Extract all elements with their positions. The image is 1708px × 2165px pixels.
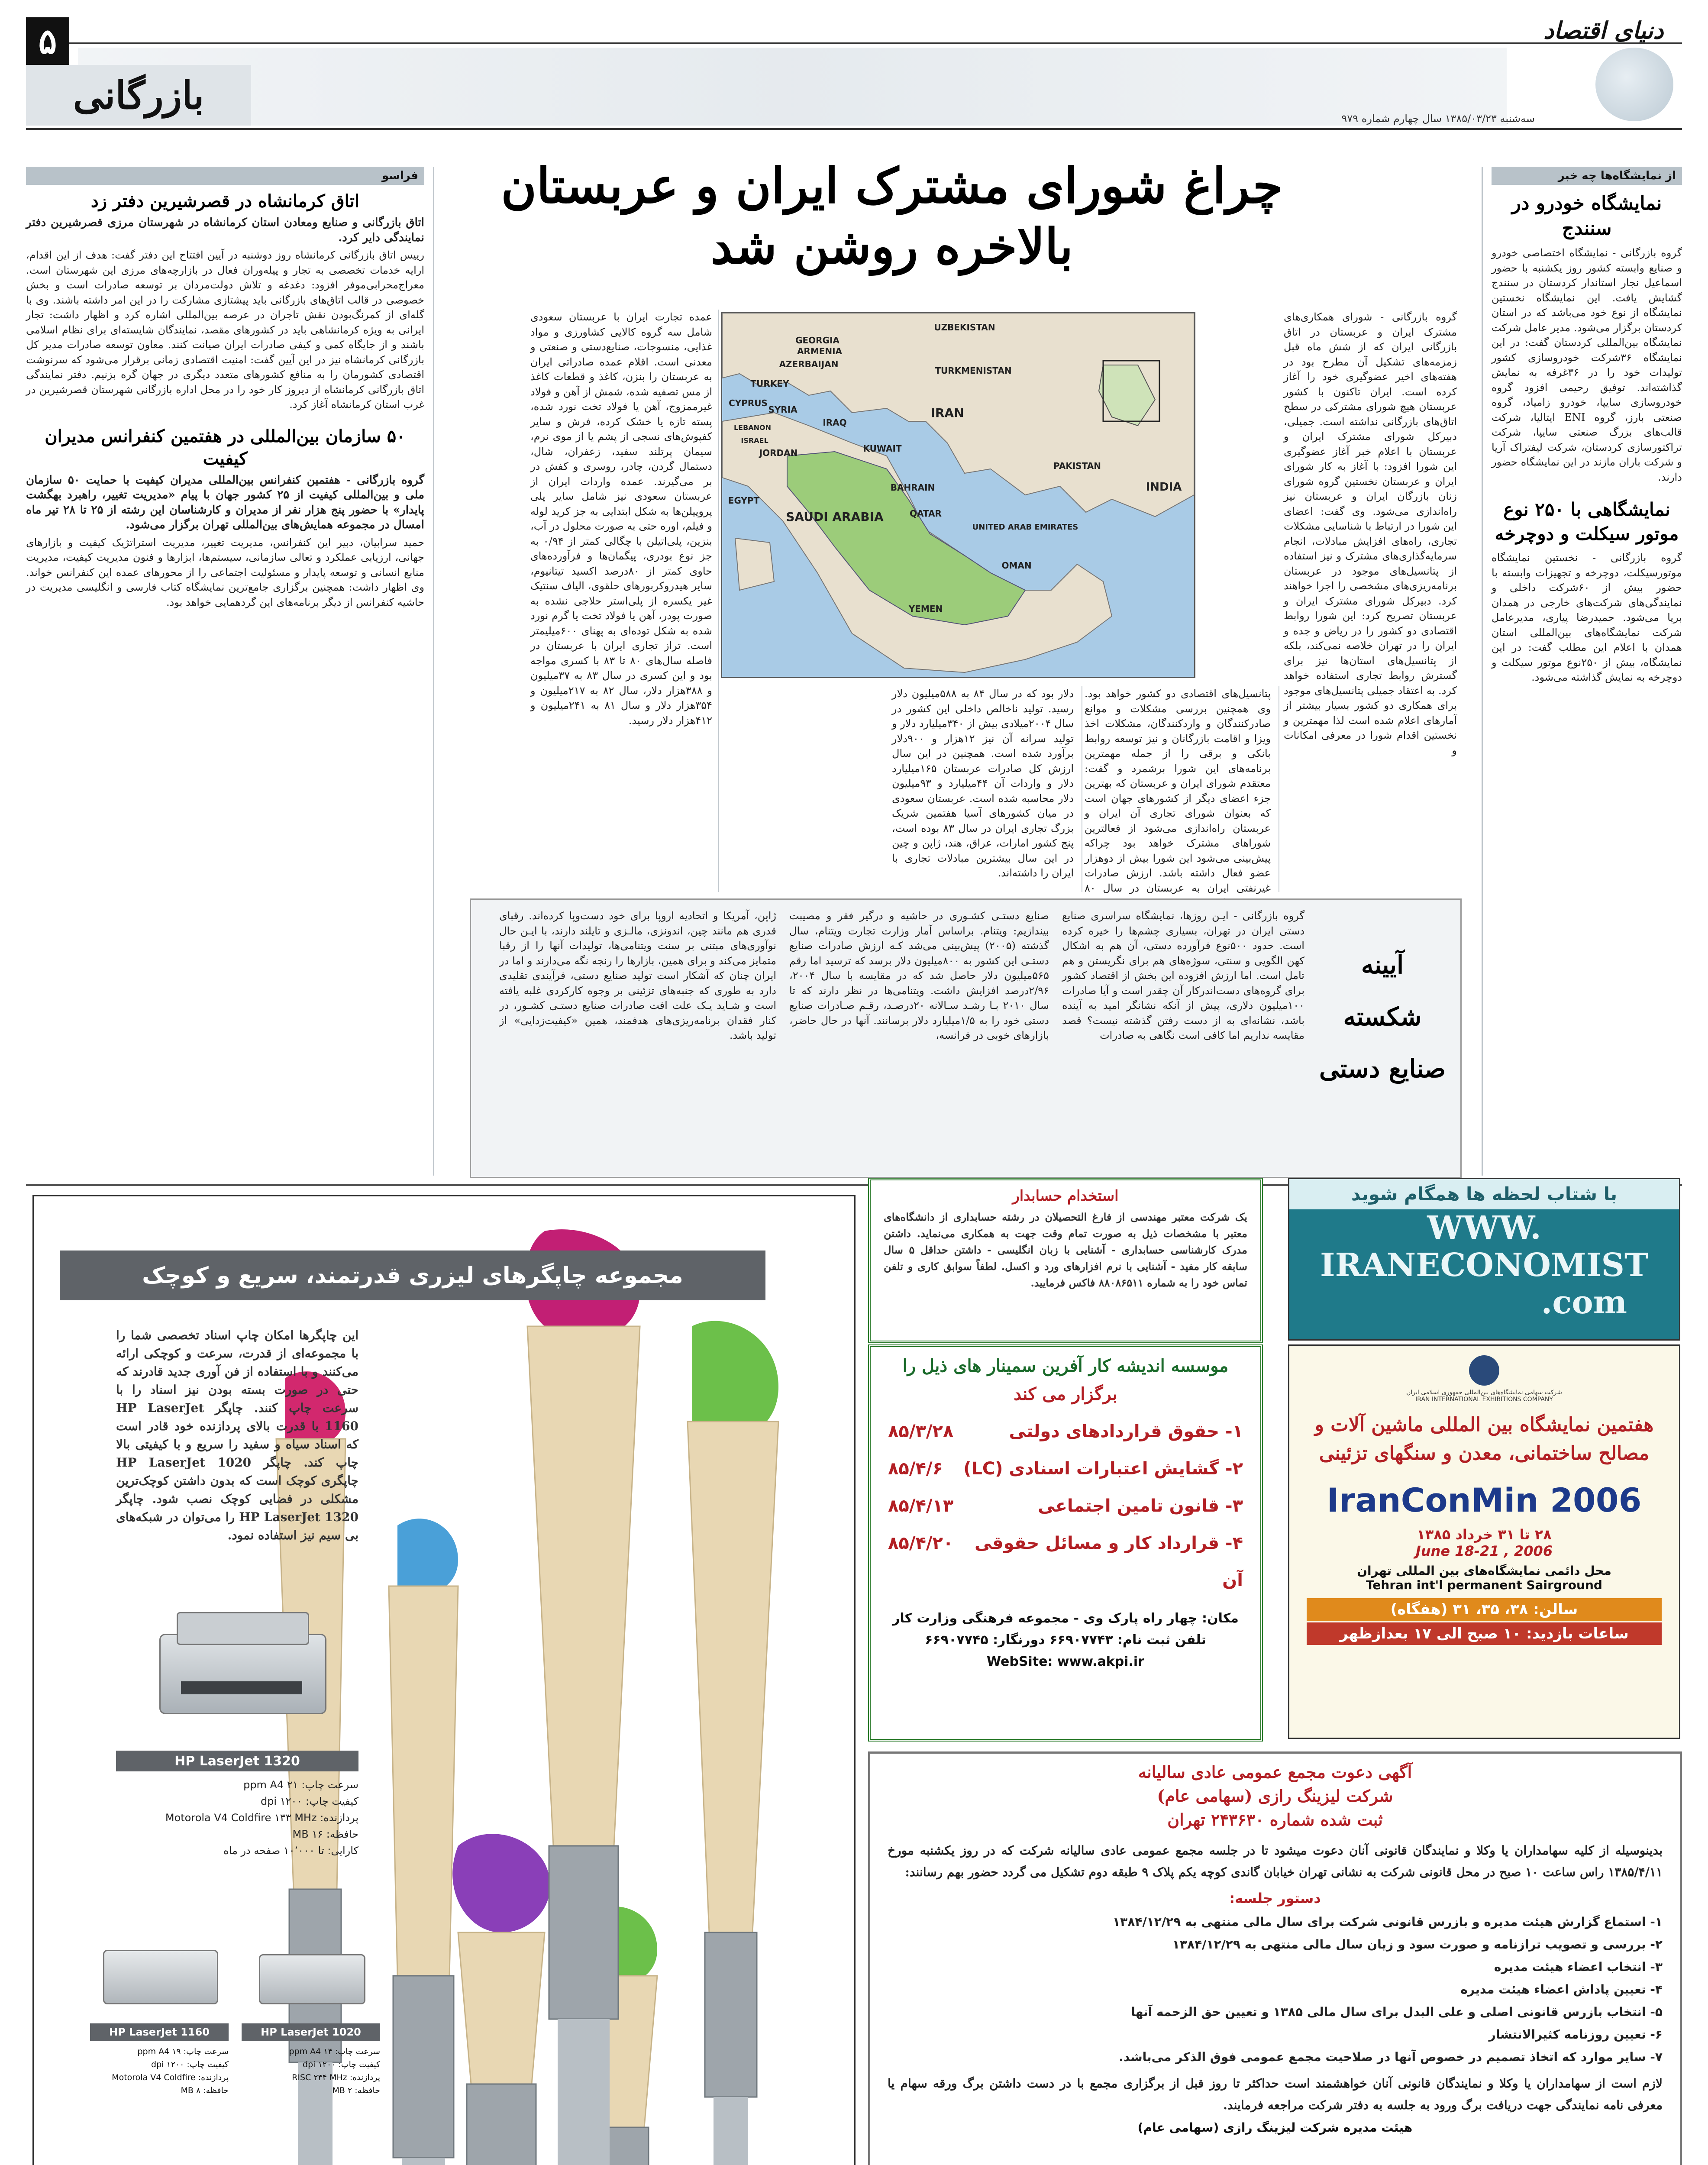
spec-line: حافظه: ۲ MB bbox=[332, 2086, 380, 2095]
seminars-ad bbox=[868, 1344, 1263, 1742]
spec-line: کیفیت چاپ: ۱۲۰۰ dpi bbox=[260, 1795, 358, 1807]
jobs-ad-body: یک شرکت معتبر مهندسی از فارغ التحصیلان در رشته حسابداری از دانشگاه‌های معتبر با مشخصات ذیل به صورت تمام وقت جهت به همکاری می‌نماید. داشتن مدرک کارشناسی حسابداری - آشنایی با زبان انگلیسی - داشتن حداقل ۵ سال سابقه کار مفید - آشنایی با نرم افزارهای ورد و اکسل. لطفاً سوابق کاری و تلفن تماس خود را به شماره ۸۸۰۸۶۵۱۱ فاکس فرمایید. bbox=[884, 1211, 1247, 1289]
column-divider bbox=[433, 167, 434, 1176]
printer-model-b: HP LaserJet 1020 bbox=[242, 2023, 380, 2041]
handicrafts-col-3: ژاپن، آمریکا و اتحادیه اروپا برای خود دست‌وپا کرده‌اند. رقبای قدری هم مانند چین، اندونزی، مالـزی و تایلند دارند، با ایـن حال نوآوری‌های مبتنی بر سنت ویتنامی‌ها، تولیدات آنها را از رقبا متمایز می‌کند و برای همین، بازارها را رنجه نگه می‌دارند و اما در ایران چنان که آشکار است تولید صنایع دستی، فرآیندی تقلیدی دارد به طوری که جنبه‌های تزئینی بر وجوه کارکردی غلبه یافته است و شـاید یـک علت افت صادرات صنایع دستـی کشـور، در کنار فقدان برنامه‌ریزی‌های هدفمند، همین «کیفیت‌زدایی» از تولید باشد. bbox=[499, 910, 776, 1041]
url-part: .com bbox=[1541, 1284, 1627, 1321]
middle-east-map bbox=[721, 312, 1195, 678]
iraneconomist-ad bbox=[1288, 1178, 1680, 1341]
section-title: بازرگانی bbox=[26, 65, 251, 126]
spec-line: سرعت چاپ: ۲۱ ppm A4 bbox=[243, 1779, 358, 1791]
map-label: BAHRAIN bbox=[890, 482, 935, 493]
printer-specs-b bbox=[242, 2045, 380, 2097]
handicrafts-col-2: صنایع دستـی کشـوری در حاشیه و درگیر فقر و مصیبت بیندازیم: ویتنام. براساس آمار وزارت تجارت ویتنام، سال گذشته (۲۰۰۵) پیش‌بینی می‌شد کـه ارزش صادرات صنایع دستـی این کشور به ۸۰۰میلیون دلار برسد که ترسید اما رقم ۵۶۵میلیون دلار حاصل شد که در مقایسه با سال ۲۰۰۴، ۲/۹۶درصد افزایش داشت. ویتنامی‌ها در نظر دارند که تا سال ۲۰۱۰ بـا رشـد سـالانه ۲۰درصـد، رقـم صـادرات صنایع دستی خود را به ۱/۵میلیارد دلار برسانند. آنها در حال حاضر، بازارهای خوبی در فرانسه، bbox=[789, 910, 1049, 1041]
agenda-item: ۲- بررسی و تصویب ترازنامه و صورت سود و زیان سال مالی منتهی به ۱۳۸۴/۱۲/۲۹ bbox=[1172, 1937, 1663, 1952]
map-label: KUWAIT bbox=[863, 443, 902, 454]
printer-image-main bbox=[116, 1586, 358, 1751]
story-title: نمایشگاهی با ۲۵۰ نوع موتور سیکلت و دوچرخه bbox=[1495, 499, 1679, 544]
seminar-title: ۱- حقوق قراردادهای دولتی bbox=[1009, 1422, 1243, 1441]
map-label: ISRAEL bbox=[741, 436, 768, 445]
map-label: SAUDI ARABIA bbox=[786, 510, 884, 524]
spec-line: حافظه: ۱۶ MB bbox=[292, 1828, 358, 1840]
main-story-col-4: عمده تجارت ایران با عربستان سعودی شامل سه گروه کالایی کشاورزی و مواد غذایی، منسوجات، صنایع‌دستی و صنعتی و معدنی است. اقلام عمده صادراتی ایران به عربستان را بنزن، کاغذ و قطعات کاغذ از مس تصفیه شده، شمش از آهن و فولاد غیرممزوج، آهن یا فولاد تخت نورد شده، پسته تازه یا خشک کرده، فرش و سایر کفپوش‌های نسجی از پشم یا از موی نرم، سیمان پرتلند سفید، زعفران، شال، دستمال گردن، چادر، روسری و کفش در بر می‌گیرند. عمده واردات ایران از عربستان سعودی نیز شامل سایر پلی پروپیلن‌ها به شکل ابتدایی به جز کرید لوله و فیلم، اوره حتی به صورت محلول در آب، بنزین، پلی‌اتیلن با چگالی کمتر از ۰/۹۴ به جز نوع بودری، پیگمان‌ها و فرآورده‌های حاوی کمتر از ۸۰درصد اکسید تیتانیوم، سایر هیدروکربورهای حلقوی، الیاف سنتیک غیر یکسره از پلی‌استر حلاجی نشده به صورت پودر، آهن یا فولاد تخت یا گرم نورد شده به شکل توده‌ای به پهنای ۶۰۰میلیمتر است. تراز تجاری ایران با عربستان در فاصله سال‌های ۸۰ تا ۸۳ با کسری مواجه بود و این کسری در سال ۸۳ به ۳۷میلیون و ۳۸۸هزار دلار، سال ۸۲ به ۲۱۷میلیون و ۳۵۴هزار دلار و سال ۸۱ به ۲۴۱میلیون و ۴۱۲هزار دلار رسید. bbox=[530, 311, 713, 727]
printer-image-b bbox=[242, 1924, 380, 2019]
printer-image-a bbox=[90, 1924, 229, 2019]
story-title: نمایشگاه خودرو در سنندج bbox=[1511, 192, 1662, 239]
seminar-title: ۴- قرارداد کار و مسائل حقوقی آن bbox=[975, 1533, 1243, 1590]
handicrafts-box bbox=[470, 898, 1462, 1178]
seminar-date: ۸۵/۳/۲۸ bbox=[888, 1422, 954, 1441]
leasing-footer: لازم است از سهامداران یا وکلا و نمایندگان قانونی آنان خواهشمند است حداکثر تا روز قبل از برگزاری مجمع با در دست داشتن برگ ورقه سهام یا معرفی نامه نمایندگی جهت دریافت برگ ورود به جلسه به دفتر شرکت مراجعه فرمایند. bbox=[888, 2076, 1663, 2112]
spec-line: پردازنده: Motorola V4 Coldfire bbox=[112, 2073, 229, 2082]
page-number: ۵ bbox=[26, 17, 69, 65]
map-label: UNITED ARAB EMIRATES bbox=[972, 523, 1078, 532]
map-label: GEORGIA bbox=[795, 335, 839, 346]
url-part: IRANECONOMIST bbox=[1320, 1247, 1649, 1284]
exhibition-logo-icon bbox=[1469, 1355, 1499, 1386]
map-label: EGYPT bbox=[728, 495, 760, 506]
map-label: INDIA bbox=[1146, 481, 1182, 494]
map-label: QATAR bbox=[910, 508, 942, 519]
publication-logo: دنیای اقتصاد bbox=[1543, 16, 1664, 44]
jobs-ad-title: استخدام حسابدار bbox=[1012, 1187, 1119, 1205]
irancon-dates-en: June 18-21 , 2006 bbox=[1415, 1543, 1553, 1559]
agenda-item: ۱- استماع گزارش هیئت مدیره و بازرس قانونی شرکت برای سال مالی منتهی به ۱۳۸۴/۱۲/۲۹ bbox=[1113, 1915, 1663, 1929]
irancon-halls: سالن: ۳۸، ۳۵، ۳۱ (هفگاه) bbox=[1307, 1598, 1662, 1621]
map-label: CYPRUS bbox=[729, 398, 768, 408]
seminar-title: ۲- گشایش اعتبارات اسنادی (LC) bbox=[963, 1459, 1243, 1479]
story-body: گروه بازرگانی - نخستین نمایشگاه موتورسیکلت، دوچرخه و تجهیزات وابسته با حضور بیش از ۶۰شرکت داخلی و نمایندگی‌های شرکت‌های خارجی در همدان برپا می‌شود. حمیدرضا پیاری، مدیرعامل شرکت نمایشگاه‌های بین‌المللی استان همدان با اعلام این مطلب گفت: در این نمایشگاه، بیش از ۲۵۰نوع موتور سیکلت و دوچرخه به نمایش گذاشته می‌شود. bbox=[1492, 552, 1682, 683]
header-rule bbox=[26, 17, 1682, 44]
leasing-title-2: شرکت لیزینگ رازی (سهامی عام) bbox=[1157, 1786, 1393, 1806]
main-story-col-3: دلار بود که در سال ۸۴ به ۵۸۸میلیون دلار رسید. تولید ناخالص داخلی این کشور در سال ۲۰۰۴میلادی بیش از ۳۴۰میلیارد دلار و تولید سرانه آن نیز ۱۲هزار و ۹۰۰دلار برآورد شده است. همچنین در این سال ارزش کل صادرات عربستان ۱۶۵میلیارد دلار و واردات آن ۴۴میلیارد و ۹۳میلیون دلار محاسبه شده است. عربستان سعودی در میان کشورهای آسیا هفتمین شریک بزرگ تجاری ایران در سال ۸۳ بوده است، پنج کشور امارات، عراق، هند، ژاپن و چین در این سال بیشترین مبادلات تجاری با ایران را داشته‌اند. bbox=[892, 688, 1074, 879]
story-subtitle: اتاق بازرگانی و صنایع ومعادن استان کرمانشاه در شهرستان مرزی قصرشیرین دفتر نمایندگی دایر کرد. bbox=[26, 216, 424, 244]
spec-line: سرعت چاپ: ۱۴ ppm A4 bbox=[289, 2047, 380, 2056]
map-label: YEMEN bbox=[908, 604, 943, 614]
map-label: IRAQ bbox=[823, 417, 847, 428]
seminars-phones: تلفن ثبت نام: ۶۶۹۰۷۷۴۳ دورنگار: ۶۶۹۰۷۷۴۵ bbox=[925, 1632, 1206, 1648]
story-title: ۵۰ سازمان بین‌المللی در هفتمین کنفرانس مدیران کیفیت bbox=[45, 426, 406, 469]
spec-line: حافظه: ۸ MB bbox=[181, 2086, 229, 2095]
handicrafts-title-line: صنایع دستی bbox=[1319, 1054, 1446, 1083]
printer-specs-a bbox=[90, 2045, 229, 2097]
irancon-org-logo bbox=[1289, 1355, 1679, 1403]
column-divider bbox=[718, 310, 719, 892]
printer-model-main: HP LaserJet 1320 bbox=[116, 1751, 358, 1771]
spec-line: پردازنده: Motorola V4 Coldfire ۱۳۳ MHz bbox=[165, 1812, 358, 1824]
spec-line: پردازنده: RISC ۲۳۴ MHz bbox=[292, 2073, 380, 2082]
left-column bbox=[26, 167, 424, 1176]
iraneconomist-tagline: با شتاب لحظه ها همگام شوید bbox=[1289, 1179, 1679, 1209]
right-column bbox=[1492, 167, 1682, 1176]
map-label: TURKMENISTAN bbox=[935, 365, 1012, 376]
spec-line: کیفیت چاپ: ۱۲۰۰ dpi bbox=[303, 2060, 380, 2069]
agenda-item: ۵- انتخاب بازرس قانونی اصلی و علی البدل برای سال مالی ۱۳۸۵ و تعیین حق الزحمه آنها bbox=[1131, 2005, 1663, 2019]
agenda-item: ۶- تعیین روزنامه کثیرالانتشار bbox=[1488, 2027, 1663, 2042]
headline-line-2: بالاخره روشن شد bbox=[710, 218, 1073, 275]
url-part: WWW. bbox=[1427, 1209, 1541, 1247]
irancon-brand: IranConMin 2006 bbox=[1327, 1481, 1642, 1519]
seminar-item bbox=[888, 1487, 1243, 1525]
map-label: TURKEY bbox=[750, 378, 789, 389]
jobs-ad bbox=[868, 1178, 1263, 1343]
hp-ad-banner: مجموعه چاپگرهای لیزری قدرتمند، سریع و کوچک bbox=[60, 1251, 765, 1300]
irancon-venue-fa: محل دائمی نمایشگاه‌های بین المللی تهران bbox=[1357, 1564, 1611, 1578]
dateline: سه‌شنبه ۱۳۸۵/۰۳/۲۳ سال چهارم شماره ۹۷۹ bbox=[1341, 113, 1535, 125]
irancon-title: هفتمین نمایشگاه بین المللی ماشین آلات و مصالح ساختمانی، معدن و سنگهای تزئینی bbox=[1314, 1414, 1654, 1464]
spec-line: کیفیت چاپ: ۱۲۰۰ dpi bbox=[151, 2060, 229, 2069]
main-story-col-1: گروه بازرگانی - شورای همکاری‌های مشترک ایران و عربستان در اتاق بازرگانی ایران که از شش ماه قبل زمزمه‌های تشکیل آن مطرح بود در هفته‌های اخیر عضوگیری خود را آغاز کرده است. ایران تاکنون با کشور عربستان هیچ شورای مشترکی در سطح اتاق‌های بازرگانی نداشته است. جمیلی، دبیرکل شورای مشترک ایران و عربستان با اعلام خبر آغاز عضوگیری این شورا افزود: با آغاز به کار شورای ایران و عربستان نخستین گروه شورای زنان بازرگان ایران و عربستان نیز راه‌اندازی می‌شود. وی گفت: اعضای این شورا در ارتباط با شناسایی مشکلات تجاری، راه‌های افزایش مبادلات، انجام سرمایه‌گذاری‌های مشترک و نیز استفاده از پتانسیل‌های موجود در عربستان برنامه‌ریزی‌های مشخصی را اجرا خواهند کرد. دبیرکل شورای مشترک ایران و عربستان تصریح کرد: این شورا روابط اقتصادی دو کشور را در ریاض و جده و ایران را در تهران خلاصه نمی‌کند، بلکه از پتانسیل‌های استان‌ها نیز برای گسترش روابط تجاری استفاده خواهد کرد. به اعتقاد جمیلی پتانسیل‌های موجود برای همکاری دو کشور بسیار بیشتر از آمارهای اعلام شده است لذا مهمترین و نخستین اقدام شورا در معرفی امکانات و bbox=[1284, 311, 1457, 756]
left-column-label: فراسو bbox=[26, 167, 424, 185]
spec-line: کارایی: تا ۱۰٬۰۰۰ صفحه در ماه bbox=[223, 1845, 358, 1857]
seminar-title: ۳- قانون تامین اجتماعی bbox=[1038, 1496, 1243, 1516]
seminar-date: ۸۵/۴/۲۰ bbox=[888, 1533, 954, 1553]
leasing-signature: هیئت مدیره شرکت لیزینگ رازی (سهامی عام) bbox=[1137, 2120, 1413, 2135]
handicrafts-title-line: شکسته bbox=[1343, 1002, 1422, 1031]
leasing-agenda bbox=[870, 1906, 1680, 2068]
hp-ad-body: این چاپگرها امکان چاپ اسناد تخصصی شما را با مجموعه‌ای از قدرت، سرعت و کوچکی ارائه می‌کنند و با استفاده از فن آوری جدید قادرند که حتی در صورت بسته بودن نیز اسناد را با سرعت چاپ کنند. چاپگر HP LaserJet 1160 با قدرت بالای پردازنده خود قادر است که اسناد سیاه و سفید را سریع و با کیفیتی بالا چاپ کند. چاپگر HP LaserJet 1020 چاپگری کوچک است که بدون داشتن کوچک‌ترین مشکلی در فضایی کوچک نصب شود. چاپگر HP LaserJet 1320 را می‌توان در شبکه‌های بی سیم نیز استفاده نمود. bbox=[116, 1328, 359, 1542]
headline-line-1: چراغ شورای مشترک ایران و عربستان bbox=[501, 158, 1283, 214]
spec-line: سرعت چاپ: ۱۹ ppm A4 bbox=[137, 2047, 229, 2056]
map-label: IRAN bbox=[930, 406, 964, 420]
map-label: JORDAN bbox=[759, 448, 798, 458]
seminar-date: ۸۵/۴/۶ bbox=[888, 1459, 943, 1479]
map-label: OMAN bbox=[1001, 560, 1032, 571]
leasing-notice-ad bbox=[868, 1751, 1682, 2165]
map-label: AZERBAIJAN bbox=[779, 359, 839, 369]
header-bottom-rule bbox=[26, 128, 1682, 130]
right-column-label: از نمایشگاه‌ها چه خبر bbox=[1492, 167, 1682, 185]
irancon-venue-en: Tehran int'l permanent Sairground bbox=[1366, 1578, 1602, 1592]
seminar-item bbox=[888, 1525, 1243, 1599]
agenda-item: ۴- تعیین پاداش اعضاء هیئت مدیره bbox=[1460, 1982, 1663, 1997]
iraneconomist-url[interactable] bbox=[1289, 1209, 1679, 1321]
story-title: اتاق کرمانشاه در قصرشیرین دفتر زد bbox=[90, 191, 360, 211]
map-label: SYRIA bbox=[768, 404, 797, 415]
seminar-date: ۸۵/۴/۱۳ bbox=[888, 1496, 954, 1516]
handicrafts-title-line: آیینه bbox=[1361, 950, 1404, 979]
leasing-title-1: آگهی دعوت مجمع عمومی عادی سالیانه bbox=[1138, 1762, 1412, 1782]
leasing-agenda-title: دستور جلسه: bbox=[1229, 1890, 1321, 1906]
column-divider bbox=[1482, 167, 1483, 1176]
story-subtitle: گروه بازرگانی - هفتمین کنفرانس بین‌المللی مدیران کیفیت با حمایت ۵۰ سازمان ملی و بین‌المللی کیفیت از ۲۵ کشور جهان با پیام «مدیریت تغییر، راهبرد بهگشت پایدار» با حضور پنج هزار نفر از مدیران و کارشناسان این رشته از ۲۵ تا ۲۸ تیر ماه امسال در مجموعه همایش‌های بین‌المللی تهران برگزار می‌شود. bbox=[26, 473, 424, 531]
irancon-org-en: IRAN INTERNATIONAL EXHIBITIONS COMPANY bbox=[1415, 1396, 1553, 1403]
seminars-ad-subtitle: برگزار می کند bbox=[1014, 1384, 1117, 1404]
leasing-intro: بدینوسیله از کلیه سهامداران یا وکلا و نمایندگان قانونی آنان دعوت میشود تا در جلسه مجمع عمومی عادی سالیانه شرکت که در روز یکشنبه مورخ ۱۳۸۵/۴/۱۱ راس ساعت ۱۰ صبح در محل قانونی شرکت به نشانی تهران خیابان گاندی کوچه یکم پلاک ۹ طبقه دوم تشکیل می گردد حضور بهم رسانند: bbox=[888, 1843, 1663, 1879]
map-label: LEBANON bbox=[733, 423, 772, 432]
irancon-hours: ساعات بازدید: ۱۰ صبح الی ۱۷ بعدازظهر bbox=[1307, 1622, 1662, 1645]
map-graphic bbox=[722, 313, 1194, 677]
handicrafts-title bbox=[1317, 939, 1447, 1095]
irancon-ad bbox=[1288, 1344, 1680, 1739]
story-body: رییس اتاق بازرگانی کرمانشاه روز دوشنبه در آیین افتتاح این دفتر گفت: هدف از این اقدام، ارایه خدمات تخصصی به تجار و پیله‌وران فعال در بازارچه‌های مرزی این شهرستان است. معراج‌محرابی‌موفر افزود: دغدغه و تلاش دولت‌مردان بر توسعه صادرات است و بخش خصوصی در قالب اتاق‌های بازرگانی باید پیشتازی مشارکت را در این امر داشته باشند. وی با گله‌ای از کمرنگ‌بودن نقش تاجران در عرصه بین‌المللی اشاره کرد و اظهار داشت: تجار ایرانی به ویژه کرمانشاهی باید در کشورهای مقصد، نمایندگان شایسته‌ای برای نظام اسلامی باشند و از جایگاه کمی و کیفی صادرات ایران صیانت کنند. معاون توسعه صادرات مدیر کل بازرگانی کرمانشاه نیز در این آیین گفت: امنیت اقتصادی زمانی برقرار می‌شود که سرنوشت اقتصادی کشورمان را به منافع کشورهای متعدد دیگری در جهان گره بزنیم. دفتر نمایندگی اتاق بازرگانی کرمانشاه از دیروز کار خود را در محل اداره بازرگانی شهرستان قصرشیرین در غرب استان کرمانشاه آغاز کرد. bbox=[26, 249, 425, 410]
seminar-item bbox=[888, 1450, 1243, 1487]
map-label: UZBEKISTAN bbox=[934, 322, 995, 333]
leasing-title-3: ثبت شده شماره ۲۴۳۶۳۰ تهران bbox=[1167, 1810, 1383, 1829]
map-label: ARMENIA bbox=[797, 346, 843, 356]
handicrafts-col-1: گروه بازرگانی - ایـن روزها، نمایشگاه سراسری صنایع دستی ایران در تهران، بسیاری چشم‌ها را خیره کرده است. حدود ۵۰۰نوع فرآورده دستی، آن هم به اشکال کهن الگویی و سنتی، سوژه‌های هم برای نگریستن و هم تامل است. اما ارزش افزوده این بخش از اقتصاد کشور برای گروه‌های دست‌اندرکار آن چقدر است و آیا صادرات ۱۰۰میلیون دلاری، پیش از آنکه نشانگر امید به آینده باشد، نشانه‌ای به از دست رفتن گذشته نیست؟ قصد مقایسه نداریم اما کافی است نگاهی به صادرات bbox=[1062, 910, 1304, 1041]
hp-printer-ad bbox=[32, 1195, 856, 2165]
map-label: PAKISTAN bbox=[1053, 461, 1101, 471]
agenda-item: ۳- انتخاب اعضاء هیئت مدیره bbox=[1494, 1960, 1663, 1974]
irancon-org: شرکت سهامی نمایشگاه‌های بین‌المللی جمهوری اسلامی ایران bbox=[1406, 1389, 1562, 1396]
seminars-place: مکان: چهار راه پارک وی - مجموعه فرهنگی وزارت کار bbox=[892, 1611, 1239, 1626]
printer-model-a: HP LaserJet 1160 bbox=[90, 2023, 229, 2041]
irancon-dates-fa: ۲۸ تا ۳۱ خرداد ۱۳۸۵ bbox=[1417, 1526, 1552, 1543]
seminars-website[interactable]: WebSite: www.akpi.ir bbox=[987, 1654, 1144, 1669]
story-body: حمید سرابیان، دبیر این کنفرانس، مدیریت تغییر، مدیریت استراتژیک کیفیت و بازارهای جهانی، ارزیابی عملکرد و تعالی سازمانی، سیستم‌ها، ابزارها و فنون مدیریت کیفیت، مدیریت منابع انسانی و توسعه پایدار و مسئولیت اجتماعی را از محورهای عمده این کنفرانس خواند. وی اظهار داشت: همچنین برگزاری جامع‌ترین نمایشگاه کتاب فارسی و انگلیسی مدیریت در حاشیه کنفرانس از دیگر برنامه‌های این گردهمایی خواهد بود. bbox=[26, 536, 424, 608]
main-story-col-2: پتانسیل‌های اقتصادی دو کشور خواهد بود. وی همچنین بررسی مشکلات و موانع صادرکنندگان و واردکنندگان، مشکلات اخذ ویزا و اقامت بازرگانان و نیز توسعه روابط بانکی و برقی را از جمله مهمترین برنامه‌های این شورا برشمرد و گفت: معتقدم شورای ایران و عربستان که بهترین جزء اعضای دیگر از کشورهای جهان است که بعنوان شورای تجاری آن ایران و عربستان راه‌اندازی می‌شود از فعالترین شوراهای مشترک خواهد بود چراکه پیش‌بینی می‌شود این شورا بیش از دوهزار عضو فعال داشته باشد. ارزش صادرات غیرنفتی ایران به عربستان در سال ۸۰ bbox=[1085, 688, 1271, 894]
agenda-item: ۷- سایر موارد که اتخاذ تصمیم در خصوص آنها در صلاحیت مجمع عمومی فوق الذکر می‌باشد. bbox=[1119, 2050, 1663, 2064]
seminar-item bbox=[888, 1413, 1243, 1450]
seminars-ad-title: موسسه اندیشه کار آفرین سمینار های ذیل را bbox=[902, 1356, 1229, 1376]
story-body: گروه بازرگانی - نمایشگاه اختصاصی خودرو و صنایع وابسته کشور روز یکشنبه با حضور اسماعیل نجار استاندار کردستان در سنندج گشایش یافت. این نمایشگاه نخستین نمایشگاه از نوع خود می‌باشد که در استان کردستان برگزار می‌شود. مدیر عامل شرکت نمایشگاه بین‌المللی کردستان گفت: در این نمایشگاه ۳۶شرکت خودروسازی کشور تولیدات خود را در ۳۶غرفه به نمایش گذاشته‌اند. توفیق رحیمی افزود گروه خودروسازی سایپا، خودرو زامیاد، گروه صنعتی بارز، گروه ENI ایتالیا، شرکت قالب‌های بزرگ صنعتی سایپا، شرکت تراکتورسازی کردستان، شرکت لیفتراک آریا و شرکت باران مازند در این نمایشگاه حضور دارند. bbox=[1492, 247, 1682, 483]
printer-specs-main bbox=[116, 1777, 358, 1859]
globe-icon bbox=[1595, 48, 1673, 121]
